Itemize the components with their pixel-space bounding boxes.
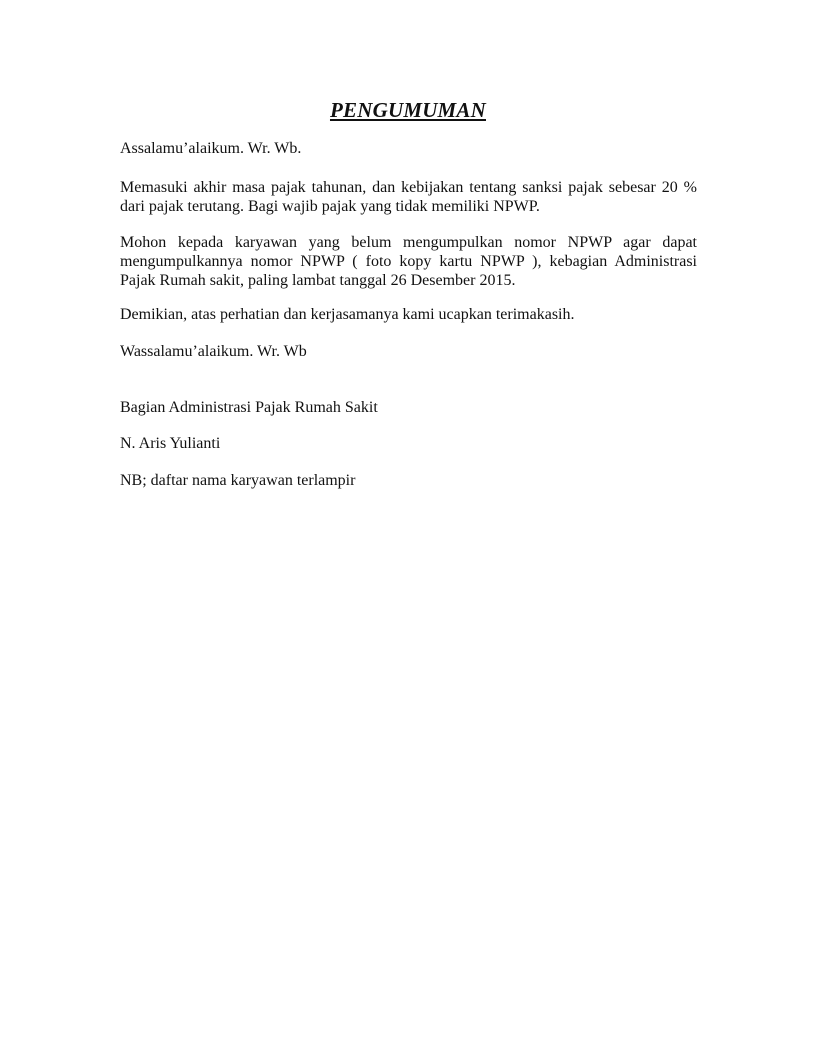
paragraph-npwp-request	[120, 233, 697, 290]
department-name: Bagian Administrasi Pajak Rumah Sakit	[120, 399, 378, 416]
paragraph-npwp-request-line-3: Pajak Rumah sakit, paling lambat tanggal 26 Desember 2015.	[120, 272, 516, 289]
paragraph-tax-period-line-2: dari pajak terutang. Bagi wajib pajak yang tidak memiliki NPWP.	[120, 198, 540, 215]
paragraph-npwp-request-line-1: Mohon kepada karyawan yang belum mengumpulkan nomor NPWP agar dapat	[120, 234, 697, 251]
paragraph-tax-period-line-1: Memasuki akhir masa pajak tahunan, dan kebijakan tentang sanksi pajak sebesar 20 %	[120, 179, 697, 196]
paragraph-npwp-request-line-2: mengumpulkannya nomor NPWP ( foto kopy kartu NPWP ), kebagian Administrasi	[120, 253, 697, 270]
paragraph-tax-period	[120, 178, 697, 216]
signatory-name: N. Aris Yulianti	[120, 435, 221, 452]
document-title: PENGUMUMAN	[329, 98, 486, 122]
paragraph-thanks: Demikian, atas perhatian dan kerjasamanya kami ucapkan terimakasih.	[120, 306, 575, 323]
attachment-note: NB; daftar nama karyawan terlampir	[120, 472, 356, 489]
closing-salutation: Wassalamu’alaikum. Wr. Wb	[120, 343, 307, 360]
greeting: Assalamu’alaikum. Wr. Wb.	[120, 140, 302, 157]
